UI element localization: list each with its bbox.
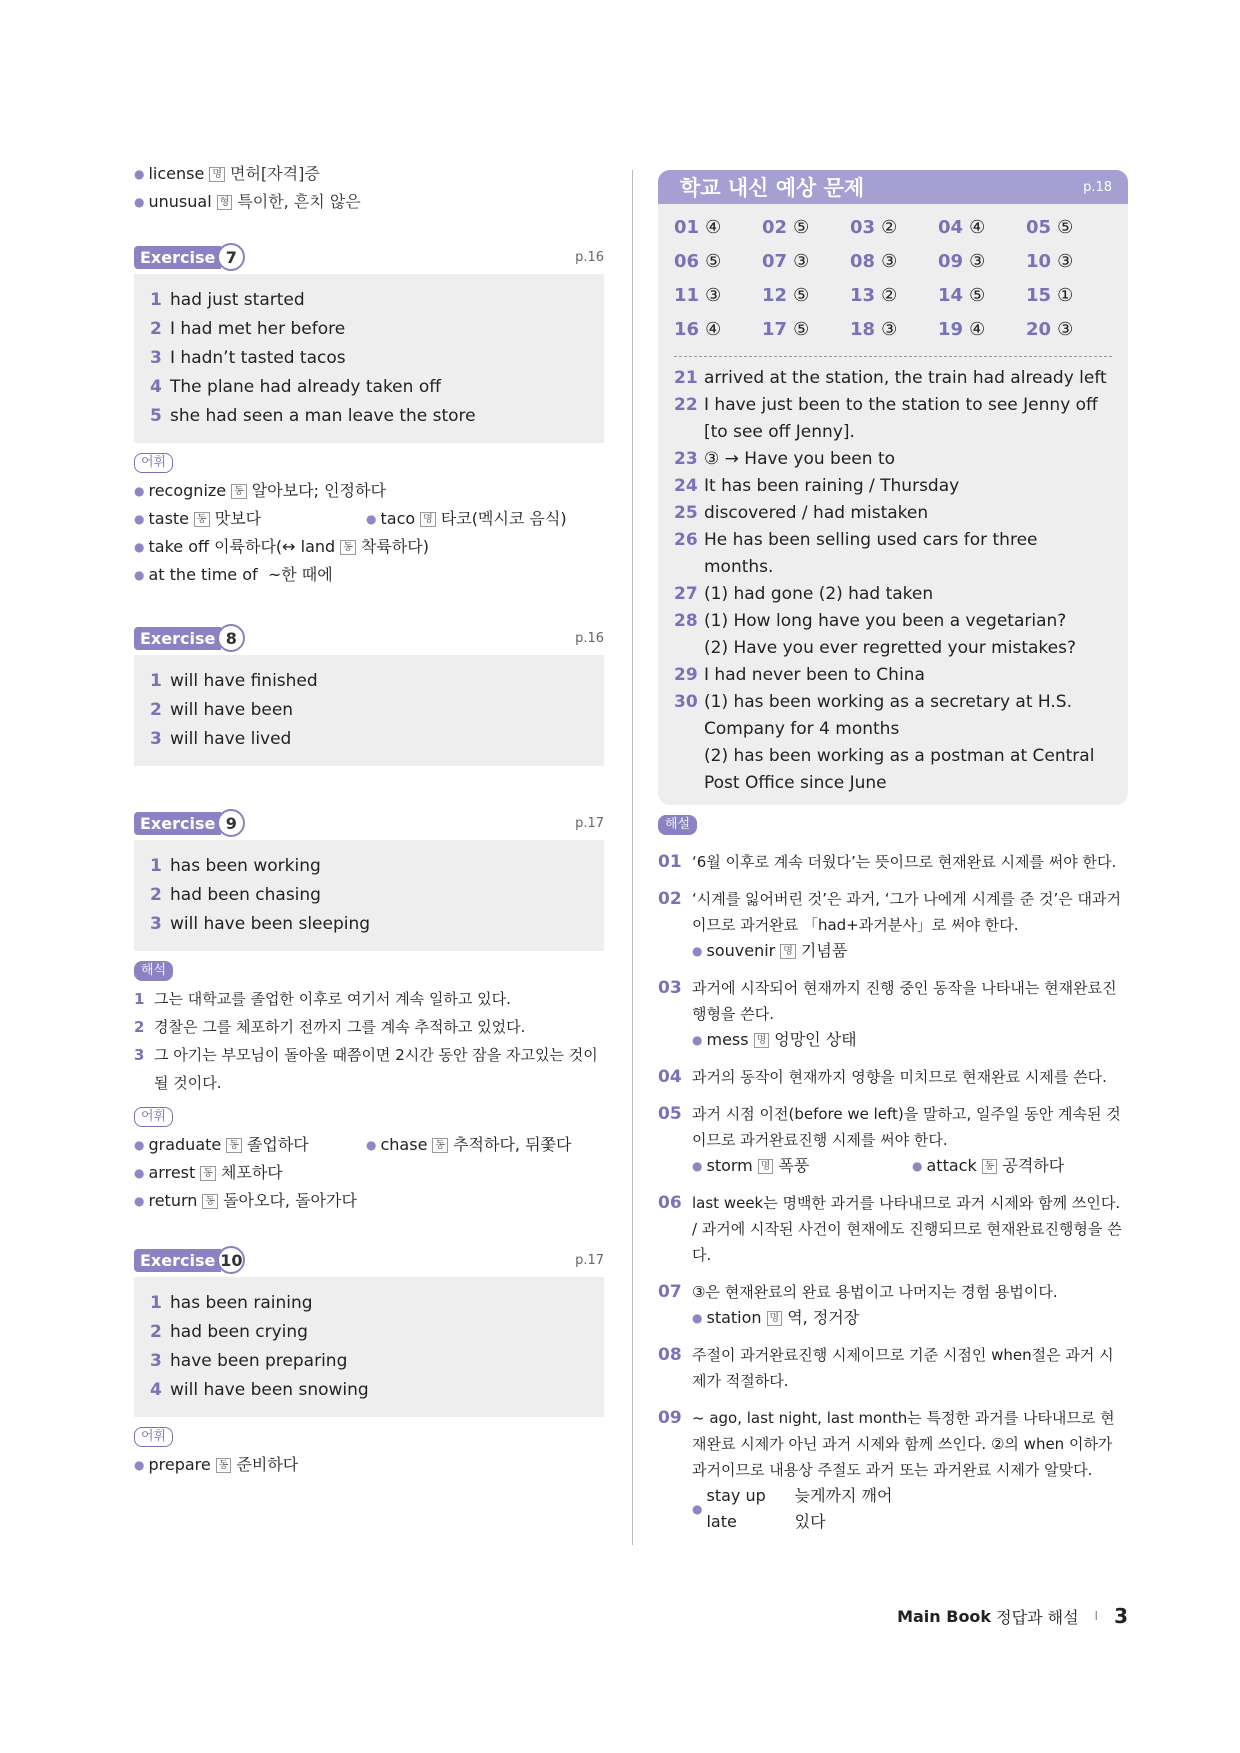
footer-separator: I — [1094, 1609, 1099, 1623]
vocab-label: 어휘 — [134, 1107, 173, 1127]
exercise-label: Exercise — [134, 246, 221, 269]
bullet-icon: ● — [692, 1159, 703, 1173]
bullet-icon: ● — [366, 512, 377, 526]
column-divider — [632, 170, 633, 1545]
vocab-word: souvenir — [706, 941, 776, 960]
vocab-list-top — [134, 160, 604, 216]
question-number: 29 — [674, 665, 698, 685]
answer-line — [150, 344, 588, 373]
answer-cell — [762, 212, 850, 244]
bullet-icon: ● — [692, 1033, 703, 1047]
vocab-meaning: 착륙하다) — [360, 537, 429, 556]
answer-cell — [938, 314, 1026, 346]
question-number: 09 — [938, 251, 964, 272]
answer-cell — [850, 246, 938, 278]
answer-cell — [938, 280, 1026, 312]
pos-tag: 동 — [226, 1138, 242, 1153]
explanation-block — [658, 1190, 1128, 1268]
answer-line — [150, 881, 588, 910]
vocab-word: storm — [706, 1156, 753, 1175]
question-number: 07 — [762, 251, 788, 272]
question-number: 13 — [850, 285, 876, 306]
vocab-label: 어휘 — [134, 1427, 173, 1447]
answer-text: will have lived — [170, 729, 292, 749]
answer-cell — [1026, 212, 1114, 244]
page-reference: p.17 — [575, 815, 604, 831]
vocab-word: stay up late — [706, 1486, 766, 1531]
answer-number: 1 — [150, 671, 162, 691]
exercise-label: Exercise — [134, 812, 221, 835]
vocab-word: chase — [380, 1135, 428, 1154]
bullet-icon: ● — [366, 1138, 377, 1152]
bullet-icon: ● — [134, 167, 145, 181]
interp-text: 그는 대학교를 졸업한 이후로 여기서 계속 일하고 있다. — [154, 990, 511, 1008]
vocab-word: take off — [148, 537, 209, 556]
question-number: 04 — [658, 1067, 682, 1087]
explanation-block — [658, 886, 1128, 964]
answer-choice: ④ — [969, 319, 986, 340]
answer-cell — [674, 280, 762, 312]
exercise-number: 10 — [217, 1246, 245, 1274]
answer-choice: ① — [1057, 285, 1074, 306]
answer-choice: ④ — [705, 217, 722, 238]
long-answer — [674, 662, 1112, 689]
answer-text: I have just been to the station to see Jenny off [to see off Jenny]. — [704, 395, 1098, 442]
long-answer — [674, 581, 1112, 608]
long-answer — [674, 473, 1112, 500]
question-number: 23 — [674, 449, 698, 469]
answer-choice: ② — [881, 217, 898, 238]
vocab-meaning: ~한 때에 — [267, 565, 333, 584]
question-number: 15 — [1026, 285, 1052, 306]
long-answer — [674, 365, 1112, 392]
question-number: 03 — [658, 978, 682, 998]
vocab-item — [134, 188, 361, 216]
book-subtitle: 정답과 해설 — [996, 1607, 1079, 1627]
answer-choice: ② — [881, 285, 898, 306]
vocab-list-ex10 — [134, 1451, 604, 1479]
answer-line — [150, 315, 588, 344]
vocab-label: 어휘 — [134, 453, 173, 473]
answer-text: has been raining — [170, 1293, 313, 1313]
exercise-8-answers — [134, 655, 604, 766]
explanation-block — [658, 1101, 1128, 1179]
explanation-block — [658, 1279, 1128, 1331]
interpretation-label: 해석 — [134, 961, 173, 981]
pos-tag: 동 — [432, 1138, 448, 1153]
interp-number: 3 — [134, 1046, 145, 1064]
answer-line — [150, 910, 588, 939]
answer-line — [150, 725, 588, 754]
vocab-meaning: 추적하다, 뒤쫓다 — [453, 1135, 572, 1154]
answer-grid — [658, 204, 1128, 350]
bullet-icon: ● — [134, 1166, 145, 1180]
answer-number: 2 — [150, 700, 162, 720]
answer-choice: ④ — [969, 217, 986, 238]
interp-text: 그 아기는 부모님이 돌아올 때쯤이면 2시간 동안 잠을 자고있는 것이 될 것이다. — [154, 1046, 598, 1092]
question-number: 08 — [658, 1345, 682, 1365]
answer-cell — [674, 314, 762, 346]
long-answer — [674, 689, 1112, 797]
answer-line — [150, 1289, 588, 1318]
question-number: 04 — [938, 217, 964, 238]
bullet-icon: ● — [134, 195, 145, 209]
pos-tag: 동 — [216, 1458, 232, 1473]
vocab-meaning: 특이한, 흔치 않은 — [237, 192, 361, 211]
explanation-block — [658, 975, 1128, 1053]
answer-line — [150, 696, 588, 725]
interp-text: 경찰은 그를 체포하기 전까지 그를 계속 추적하고 있었다. — [154, 1018, 526, 1036]
explanation-text: 주절이 과거완료진행 시제이므로 기준 시점인 when절은 과거 시제가 적절하다. — [692, 1346, 1114, 1390]
explanation-text: last week는 명백한 과거를 나타내므로 과거 시제와 함께 쓰인다. / 과거에 시작된 사건이 현재에도 진행되므로 현재완료진행형을 쓴다. — [692, 1194, 1122, 1264]
answer-number: 4 — [150, 377, 162, 397]
question-number: 01 — [674, 217, 700, 238]
vocab-row — [692, 1483, 1128, 1535]
vocab-meaning: 체포하다 — [220, 1163, 283, 1182]
answer-text: I hadn’t tasted tacos — [170, 348, 346, 368]
question-number: 18 — [850, 319, 876, 340]
exercise-number: 9 — [217, 809, 245, 837]
answer-cell — [674, 212, 762, 244]
question-number: 10 — [1026, 251, 1052, 272]
question-number: 07 — [658, 1282, 682, 1302]
long-answer — [674, 608, 1112, 662]
explanation-text: 과거 시점 이전(before we left)을 말하고, 일주일 동안 계속된 것이므로 과거완료진행 시제를 써야 한다. — [692, 1105, 1121, 1149]
vocab-meaning: 엉망인 상태 — [774, 1030, 857, 1049]
long-answer — [674, 392, 1112, 446]
question-number: 14 — [938, 285, 964, 306]
long-answer — [674, 446, 1112, 473]
answer-line — [150, 402, 588, 431]
answer-choice: ③ — [793, 251, 810, 272]
bullet-icon: ● — [692, 1502, 703, 1516]
pos-tag: 명 — [780, 944, 796, 959]
pos-tag: 동 — [194, 512, 210, 527]
answer-number: 1 — [150, 1293, 162, 1313]
pos-tag: 명 — [758, 1159, 774, 1174]
answer-choice: ③ — [969, 251, 986, 272]
question-number: 24 — [674, 476, 698, 496]
question-number: 25 — [674, 503, 698, 523]
question-number: 03 — [850, 217, 876, 238]
answer-choice: ⑤ — [793, 285, 810, 306]
vocab-word: at the time of — [148, 565, 258, 584]
interp-number: 2 — [134, 1018, 145, 1036]
vocab-meaning: 돌아오다, 돌아가다 — [223, 1191, 357, 1210]
question-number: 05 — [1026, 217, 1052, 238]
pos-tag: 동 — [982, 1159, 998, 1174]
answer-choice: ③ — [881, 319, 898, 340]
explanation-text: ~ ago, last night, last month는 특정한 과거를 나타내므로 현재완료 시제가 아닌 과거 시제와 함께 쓰인다. ②의 when 이하가 과거이므로 내용상 주절도 과거 또는 과거완료 시제가 알맞다. — [692, 1409, 1115, 1479]
answer-cell — [938, 246, 1026, 278]
answer-number: 5 — [150, 406, 162, 426]
question-number: 17 — [762, 319, 788, 340]
answer-text: have been preparing — [170, 1351, 348, 1371]
exercise-8-header — [134, 623, 604, 653]
answer-line — [150, 1347, 588, 1376]
vocab-meaning: 알아보다; 인정하다 — [251, 481, 386, 500]
explanation-text: ‘6월 이후로 계속 더웠다’는 뜻이므로 현재완료 시제를 써야 한다. — [692, 853, 1117, 871]
answer-number: 2 — [150, 319, 162, 339]
answer-text: (1) has been working as a secretary at H.S. Company for 4 months — [704, 692, 1072, 739]
question-number: 21 — [674, 368, 698, 388]
bullet-icon: ● — [134, 1194, 145, 1208]
pos-tag: 동 — [202, 1194, 218, 1209]
question-number: 20 — [1026, 319, 1052, 340]
vocab-row — [692, 1027, 1128, 1053]
answer-text: (2) Have you ever regretted your mistakes? — [704, 638, 1076, 658]
answer-choice: ③ — [705, 285, 722, 306]
vocab-word: taste — [148, 509, 190, 528]
answer-text: had been crying — [170, 1322, 308, 1342]
long-answer — [674, 527, 1112, 581]
bullet-icon: ● — [134, 568, 145, 582]
answer-text: discovered / had mistaken — [704, 503, 929, 523]
book-name: Main Book — [897, 1606, 992, 1626]
answer-cell — [674, 246, 762, 278]
school-exam-box — [658, 170, 1128, 805]
answer-text: He has been selling used cars for three months. — [704, 530, 1038, 577]
pos-tag: 형 — [217, 195, 233, 210]
interp-number: 1 — [134, 990, 145, 1008]
answer-cell — [850, 212, 938, 244]
vocab-meaning: 준비하다 — [236, 1455, 299, 1474]
answer-text: will have been sleeping — [170, 914, 371, 934]
answer-text: The plane had already taken off — [170, 377, 441, 397]
section-title: 학교 내신 예상 문제 — [680, 176, 865, 200]
question-number: 27 — [674, 584, 698, 604]
answer-text: I had never been to China — [704, 665, 925, 685]
answer-choice: ⑤ — [705, 251, 722, 272]
answer-number: 2 — [150, 1322, 162, 1342]
answer-choice: ⑤ — [1057, 217, 1074, 238]
vocab-meaning: 이륙하다(↔ land — [214, 537, 336, 556]
vocab-word: attack — [926, 1156, 977, 1175]
answer-choice: ⑤ — [793, 217, 810, 238]
exercise-label: Exercise — [134, 627, 221, 650]
answer-text: has been working — [170, 856, 321, 876]
page-reference: p.17 — [575, 1252, 604, 1268]
page-reference: p.16 — [575, 249, 604, 265]
answer-choice: ⑤ — [793, 319, 810, 340]
question-number: 06 — [674, 251, 700, 272]
question-number: 28 — [674, 611, 698, 631]
vocab-word: station — [706, 1308, 762, 1327]
explanation-block — [658, 1342, 1128, 1394]
right-column — [658, 170, 1128, 1546]
answer-choice: ③ — [881, 251, 898, 272]
explanation-text: 과거에 시작되어 현재까지 진행 중인 동작을 나타내는 현재완료진행형을 쓴다. — [692, 979, 1117, 1023]
pos-tag: 명 — [420, 512, 436, 527]
vocab-row — [692, 1305, 1128, 1331]
answer-choice: ③ — [1057, 319, 1074, 340]
vocab-meaning: 졸업하다 — [246, 1135, 309, 1154]
vocab-meaning: 기념품 — [800, 941, 848, 960]
answer-text: will have been — [170, 700, 294, 720]
answer-cell — [762, 314, 850, 346]
vocab-meaning: 폭풍 — [778, 1156, 810, 1175]
question-number: 06 — [658, 1193, 682, 1213]
answer-cell — [850, 314, 938, 346]
pos-tag: 동 — [340, 540, 356, 555]
question-number: 12 — [762, 285, 788, 306]
answer-number: 3 — [150, 348, 162, 368]
answer-text: (1) How long have you been a vegetarian? — [704, 611, 1067, 631]
vocab-row — [692, 938, 1128, 964]
answer-line — [150, 373, 588, 402]
question-number: 22 — [674, 395, 698, 415]
answer-line — [150, 1318, 588, 1347]
answer-text: she had seen a man leave the store — [170, 406, 476, 426]
answer-text: arrived at the station, the train had already left — [704, 368, 1107, 388]
question-number: 16 — [674, 319, 700, 340]
question-number: 30 — [674, 692, 698, 712]
explanation-block — [658, 849, 1128, 875]
answer-line — [150, 1376, 588, 1405]
exercise-7-header — [134, 242, 604, 272]
exercise-number: 7 — [217, 243, 245, 271]
question-number: 09 — [658, 1408, 682, 1428]
exercise-9-header — [134, 808, 604, 838]
vocab-meaning: 면허[자격]증 — [230, 164, 320, 183]
question-number: 05 — [658, 1104, 682, 1124]
answer-cell — [762, 246, 850, 278]
answer-cell — [1026, 246, 1114, 278]
page-reference: p.18 — [1083, 179, 1112, 195]
answer-line — [150, 286, 588, 315]
bullet-icon: ● — [692, 944, 703, 958]
vocab-meaning: 타코(멕시코 음식) — [440, 509, 567, 528]
bullet-icon: ● — [134, 512, 145, 526]
vocab-word: prepare — [148, 1455, 211, 1474]
vocab-list-ex7 — [134, 477, 604, 589]
dashed-divider — [674, 356, 1112, 357]
vocab-word: mess — [706, 1030, 749, 1049]
vocab-word: graduate — [148, 1135, 222, 1154]
pos-tag: 명 — [767, 1311, 783, 1326]
exercise-label: Exercise — [134, 1249, 221, 1272]
answer-choice: ⑤ — [969, 285, 986, 306]
answer-text: I had met her before — [170, 319, 346, 339]
question-number: 19 — [938, 319, 964, 340]
answer-number: 3 — [150, 1351, 162, 1371]
pos-tag: 명 — [209, 167, 225, 182]
vocab-word: taco — [380, 509, 416, 528]
answer-text: (2) has been working as a postman at Central Post Office since June — [704, 746, 1095, 793]
long-answer — [674, 500, 1112, 527]
answer-number: 1 — [150, 856, 162, 876]
vocab-word: return — [148, 1191, 198, 1210]
answer-text: It has been raining / Thursday — [704, 476, 960, 496]
vocab-meaning: 역, 정거장 — [787, 1308, 860, 1327]
answer-cell — [938, 212, 1026, 244]
answer-number: 1 — [150, 290, 162, 310]
question-number: 01 — [658, 852, 682, 872]
vocab-word: license — [148, 164, 205, 183]
explanation-text: ③은 현재완료의 완료 용법이고 나머지는 경험 용법이다. — [692, 1283, 1058, 1301]
answer-text: will have finished — [170, 671, 318, 691]
vocab-meaning: 늦게까지 깨어 있다 — [794, 1486, 893, 1531]
long-answer-list — [658, 363, 1128, 805]
answer-cell — [850, 280, 938, 312]
question-number: 08 — [850, 251, 876, 272]
bullet-icon: ● — [134, 1458, 145, 1472]
exercise-10-header — [134, 1245, 604, 1275]
explanation-text: 과거의 동작이 현재까지 영향을 미치므로 현재완료 시제를 쓴다. — [692, 1068, 1107, 1086]
question-number: 26 — [674, 530, 698, 550]
vocab-meaning: 맛보다 — [214, 509, 262, 528]
pos-tag: 동 — [200, 1166, 216, 1181]
answer-choice: ④ — [705, 319, 722, 340]
vocab-word: arrest — [148, 1163, 196, 1182]
left-column — [134, 160, 604, 1479]
answer-cell — [762, 280, 850, 312]
answer-cell — [1026, 314, 1114, 346]
pos-tag: 명 — [754, 1033, 770, 1048]
answer-text: ③ → Have you been to — [704, 449, 896, 469]
question-number: 02 — [762, 217, 788, 238]
explanation-text: ‘시계를 잃어버린 것’은 과거, ‘그가 나에게 시계를 준 것’은 대과거이므로 과거완료 「had+과거분사」로 써야 한다. — [692, 890, 1122, 934]
answer-text: will have been snowing — [170, 1380, 369, 1400]
answer-line — [150, 852, 588, 881]
school-exam-header — [658, 170, 1128, 204]
explanation-list — [658, 849, 1128, 1535]
answer-text: had been chasing — [170, 885, 321, 905]
exercise-9-answers — [134, 840, 604, 951]
explanation-block — [658, 1405, 1128, 1535]
explanation-label: 해설 — [658, 815, 697, 835]
answer-text: had just started — [170, 290, 305, 310]
exercise-7-answers — [134, 274, 604, 443]
page-footer — [897, 1604, 1128, 1628]
vocab-word: recognize — [148, 481, 227, 500]
page-number: 3 — [1114, 1604, 1128, 1628]
bullet-icon: ● — [134, 1138, 145, 1152]
bullet-icon: ● — [134, 540, 145, 554]
exercise-10-answers — [134, 1277, 604, 1417]
answer-choice: ③ — [1057, 251, 1074, 272]
interpretation-list — [134, 985, 604, 1097]
answer-number: 3 — [150, 729, 162, 749]
pos-tag: 동 — [231, 484, 247, 499]
explanation-block — [658, 1064, 1128, 1090]
answer-number: 2 — [150, 885, 162, 905]
page-reference: p.16 — [575, 630, 604, 646]
vocab-item — [134, 160, 320, 188]
exercise-number: 8 — [217, 624, 245, 652]
bullet-icon: ● — [692, 1311, 703, 1325]
question-number: 02 — [658, 889, 682, 909]
vocab-word: unusual — [148, 192, 212, 211]
answer-cell — [1026, 280, 1114, 312]
vocab-row — [692, 1153, 1132, 1179]
answer-text: (1) had gone (2) had taken — [704, 584, 934, 604]
answer-number: 4 — [150, 1380, 162, 1400]
answer-number: 3 — [150, 914, 162, 934]
answer-line — [150, 667, 588, 696]
vocab-meaning: 공격하다 — [1002, 1156, 1065, 1175]
question-number: 11 — [674, 285, 700, 306]
bullet-icon: ● — [134, 484, 145, 498]
vocab-list-ex9 — [134, 1131, 604, 1215]
bullet-icon: ● — [912, 1159, 923, 1173]
